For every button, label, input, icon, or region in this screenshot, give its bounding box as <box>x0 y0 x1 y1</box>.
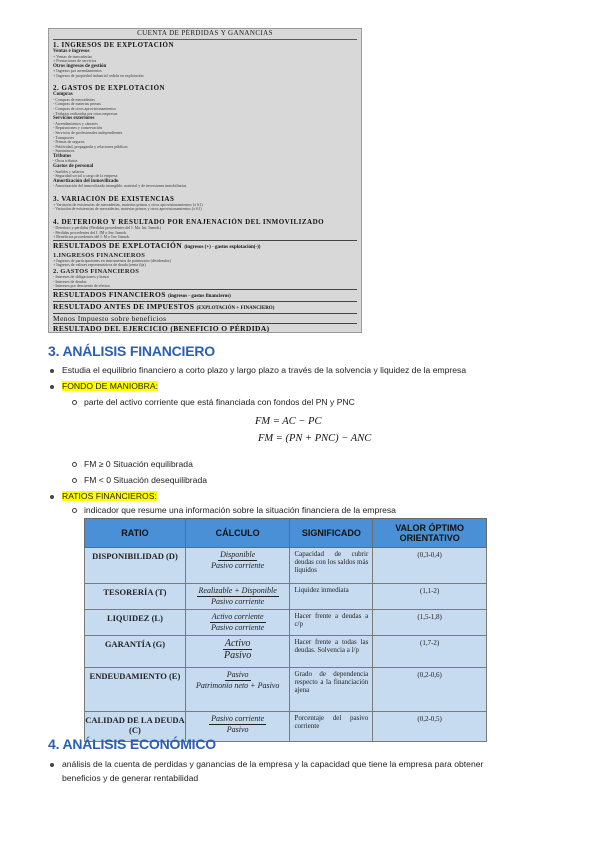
scan-line: - Primas de seguros <box>53 140 85 145</box>
header-valor-optimo: VALOR ÓPTIMO ORIENTATIVO <box>373 519 487 548</box>
scan-line: - Intereses de obligaciones y bonos <box>53 274 110 279</box>
scan-line: - Reparaciones y conservación <box>53 126 102 131</box>
bullet-dot-icon <box>50 385 54 389</box>
scan-line: - Suministros <box>53 149 75 154</box>
header-significado: SIGNIFICADO <box>290 519 373 548</box>
ratio-name: LIQUIDEZ (L) <box>85 610 186 636</box>
scan-line: - Otros tributos <box>53 159 78 164</box>
ratio-name: ENDEUDAMIENTO (E) <box>85 668 186 712</box>
section-4-heading: 4. ANÁLISIS ECONÓMICO <box>48 736 216 752</box>
scan-line: + Ingresos por arrendamientos <box>53 69 102 74</box>
table-row <box>85 584 487 610</box>
table-row <box>85 610 487 636</box>
scan-tax-row: Menos Impuesto sobre beneficios <box>53 313 357 323</box>
table-row <box>85 636 487 668</box>
scan-sub: Servicios exteriores <box>53 116 95 122</box>
scan-line: - Transportes <box>53 135 75 140</box>
table-row <box>85 548 487 584</box>
scan-line: - Servicios de profesionales independientes <box>53 130 123 135</box>
scan-result-before-tax: RESULTADO ANTES DE IMPUESTOS (EXPLOTACIÓN + FINANCIERO) <box>53 301 357 313</box>
bullet-circle-icon <box>72 478 77 483</box>
ratio-name: GARANTÍA (G) <box>85 636 186 668</box>
bullet-economic-definition: análisis de la cuenta de perdidas y ganancias de la empresa y la capacidad que tiene la empresa para obtener <box>62 758 483 771</box>
ratio-name: DISPONIBILIDAD (D) <box>85 548 186 584</box>
bullet-ratios <box>62 490 157 503</box>
sub-bullet-ratio-definition: indicador que resume una información sobre la situación financiera de la empresa <box>84 504 396 517</box>
ratio-formula: Activo Pasivo <box>185 636 290 668</box>
scan-line: - Compras de materias primas <box>53 102 101 107</box>
highlight-ratios: RATIOS FINANCIEROS: <box>62 491 157 501</box>
scan-line: - Seguridad social a cargo de la empresa <box>53 174 118 179</box>
scan-line: + Ingresos de propiedad industrial cedida en explotación <box>53 73 144 78</box>
ratio-optimal-value: (0,2-0,6) <box>373 668 487 712</box>
ratio-optimal-value: (0,2-0,5) <box>373 712 487 742</box>
profit-loss-scan-image <box>48 28 362 333</box>
scan-section-4-title: 4. DETERIORO Y RESULTADO POR ENAJENACIÓN DEL INMOVILIZADO <box>53 217 325 226</box>
bullet-circle-icon <box>72 400 77 405</box>
scan-result-financial: RESULTADOS FINANCIEROS (ingresos - gastos financieros) <box>53 289 357 301</box>
highlight-fondo-maniobra: FONDO DE MANIOBRA: <box>62 381 158 391</box>
section-3-heading: 3. ANÁLISIS FINANCIERO <box>48 343 215 359</box>
scan-line: - Publicidad, propaganda y relaciones públicas <box>53 144 128 149</box>
scan-line: - Variación de existencias de mercaderías, materias primas y otros aprovisionamientos (± 61) <box>53 207 202 212</box>
ratio-meaning: Hacer frente a todas las deudas. Solvencia a l/p <box>290 636 373 668</box>
scan-sub: Tributos <box>53 153 72 159</box>
scan-sub: Otros ingresos de gestión <box>53 63 107 69</box>
scan-line: - Intereses de deudas <box>53 279 87 284</box>
financial-ratios-table <box>84 518 487 742</box>
scan-sub: Compras <box>53 92 73 98</box>
scan-line: + Ingresos de valores representativos de deuda (renta fija) <box>53 263 146 268</box>
ratio-meaning: Porcentaje del pasivo corriente <box>290 712 373 742</box>
bullet-dot-icon <box>50 369 54 373</box>
ratio-meaning: Hacer frente a deudas a c/p <box>290 610 373 636</box>
scan-sub: Gastos de personal <box>53 164 94 169</box>
bullet-dot-icon <box>50 495 54 499</box>
scan-result-year: RESULTADO DEL EJERCICIO (BENEFICIO O PÉRDIDA) <box>53 323 357 333</box>
scan-section-3-title: 3. VARIACIÓN DE EXISTENCIAS <box>53 194 175 203</box>
scan-line: + Beneficios procedentes del I. M o Inv. Inmob. <box>53 235 130 240</box>
scan-line: - Sueldos y salarios <box>53 169 85 174</box>
scan-line: - Pérdidas procedentes del I. IM o Inv. Inmob. <box>53 230 127 235</box>
scan-line: - Deterioro y pérdidas (Pérdidas procedentes del I. Ma. Int. Inmob.) <box>53 225 162 230</box>
scan-line: + Ventas de mercaderías <box>53 54 92 59</box>
ratio-formula: Realizable + Disponible Pasivo corriente <box>185 584 290 610</box>
sub-bullet-fm-positive: FM ≥ 0 Situación equilibrada <box>84 458 193 471</box>
ratio-formula: Activo corriente Pasivo corriente <box>185 610 290 636</box>
scan-line: - Compras de otros aprovisionamientos <box>53 107 116 112</box>
ratio-meaning: Grado de dependencia respecto a la financiación ajena <box>290 668 373 712</box>
scan-section-2-title: 2. GASTOS DE EXPLOTACIÓN <box>53 84 166 93</box>
scan-line: - Arrendamientos y cánones <box>53 121 98 126</box>
scan-sub: Ventas e ingresos <box>53 49 90 54</box>
ratio-meaning: Liquidez inmediata <box>290 584 373 610</box>
formula-fm-1: FM = AC − PC <box>255 416 322 427</box>
ratio-optimal-value: (1,7-2) <box>373 636 487 668</box>
scan-line: + Variación de existencias de mercaderías, materias primas y otros aprovisionamientos (± 61) <box>53 202 203 207</box>
scan-fin-income-title: 1.INGRESOS FINANCIEROS <box>53 251 146 259</box>
bullet-fondo-maniobra <box>62 380 158 393</box>
scan-line: - Amortización del inmovilizado intangible, material y de inversiones inmobiliarias <box>53 184 187 189</box>
scan-result-exploitation: RESULTADOS DE EXPLOTACIÓN (ingresos (+) - gastos explotación(-)) <box>53 240 357 252</box>
header-ratio: RATIO <box>85 519 186 548</box>
header-calculo: CÁLCULO <box>185 519 290 548</box>
bullet-circle-icon <box>72 462 77 467</box>
ratio-optimal-value: (1,1-2) <box>373 584 487 610</box>
scan-title: CUENTA DE PÉRDIDAS Y GANANCIAS <box>137 29 273 37</box>
scan-sub: Amortización del inmovilizado <box>53 178 119 184</box>
sub-bullet-fm-negative: FM < 0 Situación desequilibrada <box>84 474 207 487</box>
table-header-row <box>85 519 487 548</box>
ratio-formula: Pasivo corriente Pasivo <box>185 712 290 742</box>
ratio-formula: Disponible Pasivo corriente <box>185 548 290 584</box>
ratio-formula: Pasivo Patrimonio neto + Pasivo <box>185 668 290 712</box>
ratio-name: TESORERÍA (T) <box>85 584 186 610</box>
scan-line: - Trabajos realizados por otras empresas <box>53 111 118 116</box>
scan-line: + Prestaciones de servicios <box>53 59 97 64</box>
bullet-dot-icon <box>50 763 54 767</box>
bullet-circle-icon <box>72 508 77 513</box>
ratio-optimal-value: (0,3-0,4) <box>373 548 487 584</box>
bullet-financial-definition: Estudia el equilibrio financiero a corto plazo y largo plazo a través de la solvencia y liquidez de la empresa <box>62 364 466 377</box>
ratio-optimal-value: (1,5-1,8) <box>373 610 487 636</box>
scan-line: - Intereses por descuento de efectos <box>53 284 110 289</box>
scan-line: - Compras de mercaderías <box>53 97 95 102</box>
ratio-meaning: Capacidad de cubrir deudas con los saldos más líquidos <box>290 548 373 584</box>
formula-fm-2: FM = (PN + PNC) − ANC <box>258 433 372 444</box>
scan-line: + Ingresos de participaciones en instrumentos de patrimonio (dividendos) <box>53 258 171 263</box>
bullet-economic-definition-cont: beneficios y de generar rentabilidad <box>62 773 199 783</box>
sub-bullet-fm-definition: parte del activo corriente que está financiada con fondos del PN y PNC <box>84 396 355 409</box>
scan-fin-expense-title: 2. GASTOS FINANCIEROS <box>53 267 140 275</box>
scan-section-1-title: 1. INGRESOS DE EXPLOTACIÓN <box>53 41 175 49</box>
table-row <box>85 668 487 712</box>
ratio-name: CALIDAD DE LA DEUDA (C) <box>85 712 186 742</box>
